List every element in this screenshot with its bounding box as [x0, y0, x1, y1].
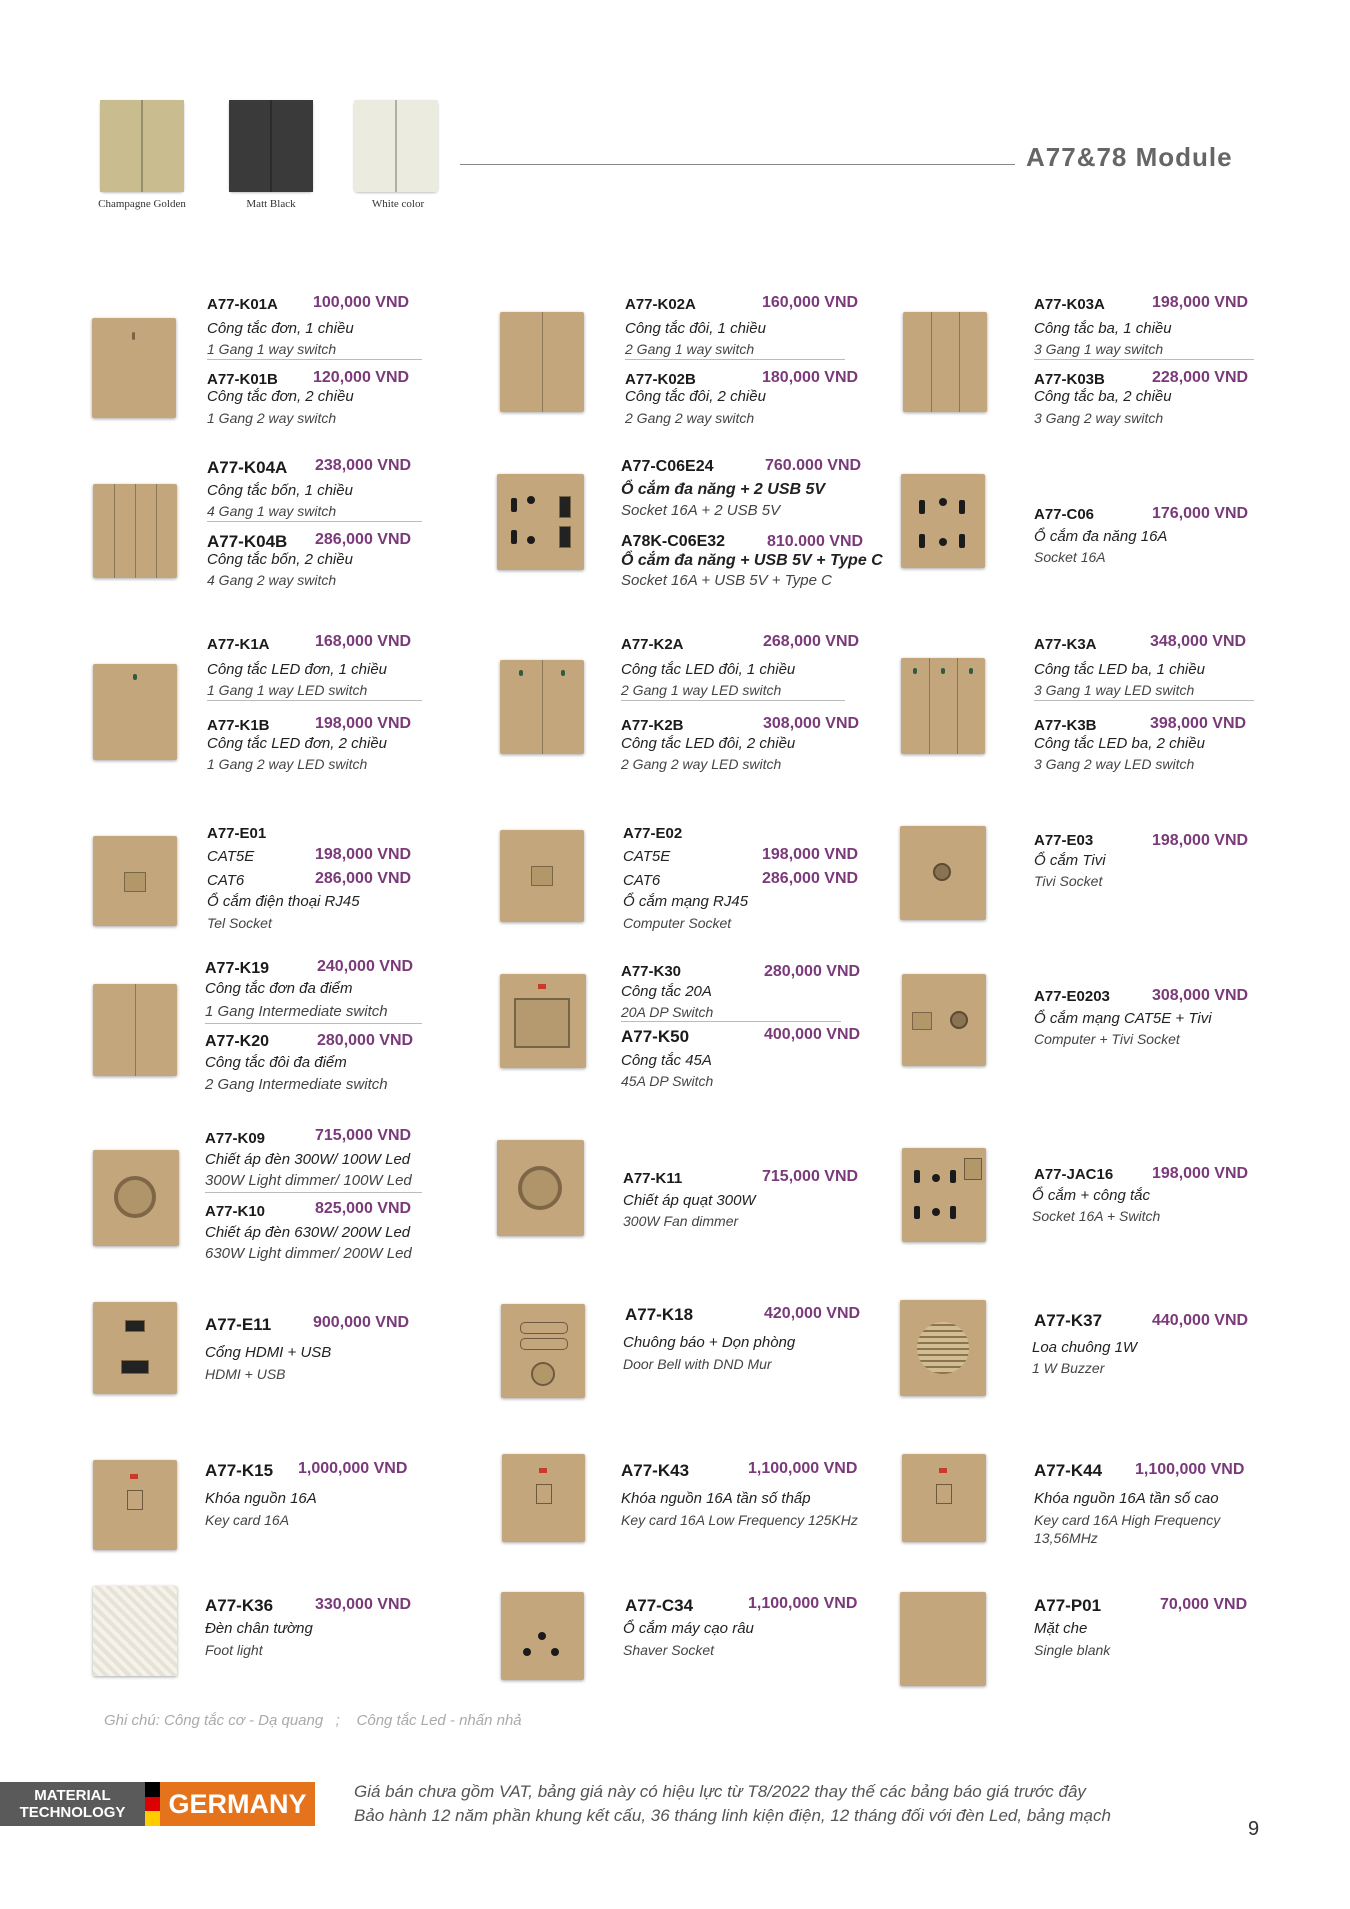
champagne-golden-swatch: [100, 100, 184, 192]
product-name-en: Single blank: [1034, 1642, 1111, 1658]
e11-hdmi-usb-image: [93, 1302, 177, 1394]
product-price: 286,000 VND: [315, 870, 412, 887]
product-name-en: 4 Gang 1 way switch: [207, 503, 337, 519]
product-price: 198,000 VND: [1152, 832, 1249, 849]
product-code: A77-K09: [205, 1130, 266, 1147]
product-name-en: Tivi Socket: [1034, 873, 1103, 889]
product-name-en: HDMI + USB: [205, 1366, 286, 1382]
product-name-vn: Công tắc 20A: [621, 983, 712, 1000]
k36-foot-light-image: [93, 1586, 177, 1676]
product-name-vn: Công tắc LED đôi, 1 chiều: [621, 661, 796, 678]
k43-key-card-image: [502, 1454, 585, 1542]
product-name-en: Key card 16A: [205, 1512, 290, 1528]
product-code: A77-K11: [623, 1170, 683, 1187]
e03-tv-socket-image: [900, 826, 986, 920]
separator: [205, 1192, 422, 1193]
product-code: A77-C06E24: [621, 458, 714, 475]
product-name-vn: Ổ cắm đa năng + USB 5V + Type C: [621, 552, 883, 569]
product-price: 240,000 VND: [317, 958, 414, 975]
product-name-en: 300W Fan dimmer: [623, 1213, 739, 1229]
header-divider: [460, 164, 1015, 165]
product-price: 280,000 VND: [764, 963, 861, 980]
product-price: 308,000 VND: [763, 715, 860, 732]
product-name-vn: Chuông báo + Dọn phòng: [623, 1334, 796, 1351]
product-name-en: Key card 16A Low Frequency 125KHz: [621, 1512, 858, 1528]
product-name-vn: Đèn chân tường: [205, 1620, 313, 1637]
product-name-vn: Khóa nguồn 16A: [205, 1490, 317, 1507]
product-name-en: 1 Gang Intermediate switch: [205, 1003, 388, 1020]
product-name-en: 1 Gang 2 way switch: [207, 410, 337, 426]
product-price: 120,000 VND: [313, 369, 410, 386]
k11-fan-dimmer-image: [497, 1140, 584, 1236]
product-name-vn: Công tắc bốn, 2 chiều: [207, 551, 353, 568]
separator: [207, 359, 422, 360]
swatch-label-white: White color: [371, 198, 425, 210]
k09-light-dimmer-image: [93, 1150, 179, 1246]
product-name-en: 3 Gang 2 way LED switch: [1034, 756, 1195, 772]
product-code: A77-K44: [1034, 1461, 1103, 1480]
product-name-vn: Loa chuông 1W: [1032, 1339, 1138, 1356]
product-name-vn: Công tắc LED ba, 1 chiều: [1034, 661, 1205, 678]
product-code: A77-K36: [205, 1596, 274, 1615]
product-price: 180,000 VND: [762, 369, 859, 386]
k03-switch-image: [903, 312, 987, 412]
product-code: A77-JAC16: [1034, 1166, 1114, 1183]
note-text: Ghi chú: Công tắc cơ - Dạ quang ; Công tắc Led - nhấn nhả: [104, 1712, 522, 1729]
product-price: 238,000 VND: [315, 457, 412, 474]
technology-label: TECHNOLOGY: [19, 1804, 126, 1821]
product-price: 198,000 VND: [1152, 1165, 1249, 1182]
product-price: 900,000 VND: [313, 1314, 410, 1331]
product-name-vn: Khóa nguồn 16A tần số cao: [1034, 1490, 1219, 1507]
e0203-socket-image: [902, 974, 986, 1066]
product-price: 825,000 VND: [315, 1200, 412, 1217]
page-title: A77&78 Module: [1026, 142, 1233, 172]
p01-blank-plate-image: [900, 1592, 986, 1686]
product-name-en: Tel Socket: [207, 915, 272, 931]
product-price: 268,000 VND: [763, 633, 860, 650]
swatch-label-black: Matt Black: [246, 198, 296, 210]
product-price: 1,100,000 VND: [748, 1460, 858, 1477]
product-name-en: Key card 16A High Frequency: [1034, 1512, 1221, 1528]
material-label: MATERIAL: [34, 1787, 111, 1804]
product-code: A77-E01: [207, 825, 267, 842]
product-name-vn: Chiết áp đèn 630W/ 200W Led: [205, 1224, 411, 1241]
product-code: A77-K1A: [207, 636, 270, 653]
k37-buzzer-image: [900, 1300, 986, 1396]
separator: [621, 700, 845, 701]
product-code: A77-E02: [623, 825, 683, 842]
product-name-en: Computer + Tivi Socket: [1034, 1031, 1180, 1047]
product-name-vn: Ổ cắm điện thoại RJ45: [207, 893, 360, 910]
product-price: 198,000 VND: [762, 846, 859, 863]
separator: [1034, 359, 1254, 360]
k3-led-switch-image: [901, 658, 985, 754]
product-name-en: Socket 16A: [1034, 549, 1106, 565]
product-code: A77-C34: [625, 1596, 694, 1615]
product-price: 286,000 VND: [762, 870, 859, 887]
product-name-vn: Công tắc đôi đa điểm: [205, 1054, 347, 1071]
matt-black-swatch: [229, 100, 313, 192]
product-name-vn: Công tắc LED đơn, 1 chiều: [207, 661, 388, 678]
product-price: 176,000 VND: [1152, 505, 1249, 522]
product-code: A77-K2A: [621, 636, 684, 653]
k18-doorbell-image: [501, 1304, 585, 1398]
separator: [621, 1021, 841, 1022]
product-code: A77-K37: [1034, 1311, 1103, 1330]
separator: [1034, 700, 1254, 701]
product-name-en: 3 Gang 1 way switch: [1034, 341, 1164, 357]
product-name-vn: Công tắc đơn đa điểm: [205, 980, 353, 997]
product-code: A77-K04B: [207, 532, 288, 551]
product-name-en: 3 Gang 1 way LED switch: [1034, 682, 1195, 698]
product-name-vn: Công tắc ba, 1 chiều: [1034, 320, 1172, 337]
product-price: 348,000 VND: [1150, 633, 1247, 650]
separator: [625, 359, 845, 360]
germany-badge: GERMANY: [160, 1782, 315, 1826]
product-code: A77-P01: [1034, 1596, 1102, 1615]
product-code: A77-K19: [205, 960, 270, 977]
separator: [207, 521, 422, 522]
c06-socket-image: [901, 474, 985, 568]
k30-dp-switch-image: [500, 974, 586, 1068]
product-code: A77-K30: [621, 963, 682, 980]
separator: [207, 700, 422, 701]
product-code: A77-K43: [621, 1461, 690, 1480]
product-price: 286,000 VND: [315, 531, 412, 548]
product-name-vn: Chiết áp đèn 300W/ 100W Led: [205, 1151, 411, 1168]
k04-switch-image: [93, 484, 177, 578]
product-code: A77-K10: [205, 1203, 266, 1220]
product-price: 420,000 VND: [764, 1305, 861, 1322]
product-name-vn: Công tắc LED ba, 2 chiều: [1034, 735, 1205, 752]
product-code: A77-K3A: [1034, 636, 1097, 653]
product-code: A77-K1B: [207, 717, 270, 734]
product-price: 398,000 VND: [1150, 715, 1247, 732]
product-name-en: Socket 16A + USB 5V + Type C: [621, 572, 832, 589]
product-code: A77-E0203: [1034, 988, 1110, 1005]
product-name-vn: Công tắc bốn, 1 chiều: [207, 482, 353, 499]
product-code: A77-K03A: [1034, 296, 1105, 313]
product-code: A77-K02B: [625, 371, 696, 388]
product-code: A77-E11: [205, 1315, 272, 1334]
product-name-vn: Công tắc đôi, 2 chiều: [625, 388, 766, 405]
cat6-label: CAT6: [623, 872, 661, 889]
product-code: A77-K03B: [1034, 371, 1105, 388]
product-name-en: 3 Gang 2 way switch: [1034, 410, 1164, 426]
product-price: 715,000 VND: [315, 1127, 412, 1144]
product-name-en: Foot light: [205, 1642, 263, 1658]
product-name-vn: Công tắc đơn, 2 chiều: [207, 388, 354, 405]
product-code: A77-C06: [1034, 506, 1095, 523]
product-name-vn: Ổ cắm máy cạo râu: [623, 1620, 754, 1637]
product-name-en-cont: 13,56MHz: [1034, 1530, 1098, 1546]
product-price: 715,000 VND: [762, 1168, 859, 1185]
product-name-vn: Ổ cắm + công tắc: [1032, 1187, 1150, 1204]
product-price: 1,100,000 VND: [1135, 1461, 1245, 1478]
product-price: 198,000 VND: [315, 715, 412, 732]
k15-key-card-image: [93, 1460, 177, 1550]
product-name-en: 20A DP Switch: [621, 1004, 714, 1020]
product-name-en: Computer Socket: [623, 915, 732, 931]
product-name-en: Socket 16A + Switch: [1032, 1208, 1161, 1224]
product-name-en: Door Bell with DND Mur: [623, 1356, 772, 1372]
product-name-vn: Ổ cắm Tivi: [1034, 852, 1106, 869]
product-name-en: 4 Gang 2 way switch: [207, 572, 337, 588]
product-name-en: 1 Gang 1 way LED switch: [207, 682, 368, 698]
product-name-vn: Công tắc đơn, 1 chiều: [207, 320, 354, 337]
product-price: 198,000 VND: [315, 846, 412, 863]
product-price: 160,000 VND: [762, 294, 859, 311]
product-price: 308,000 VND: [1152, 987, 1249, 1004]
footer-line-1: Giá bán chưa gồm VAT, bảng giá này có hiệu lực từ T8/2022 thay thế các bảng báo giá trước đây: [354, 1782, 1086, 1801]
product-name-vn: Công tắc 45A: [621, 1052, 712, 1069]
product-name-en: 2 Gang Intermediate switch: [205, 1076, 388, 1093]
product-name-vn: Công tắc ba, 2 chiều: [1034, 388, 1172, 405]
product-code: A77-E03: [1034, 832, 1094, 849]
product-code: A77-K04A: [207, 458, 288, 477]
product-code: A77-K02A: [625, 296, 696, 313]
product-name-en: 630W Light dimmer/ 200W Led: [205, 1245, 412, 1262]
product-code: A77-K3B: [1034, 717, 1097, 734]
product-name-en: 1 W Buzzer: [1032, 1360, 1105, 1376]
page-number: 9: [1248, 1818, 1260, 1840]
e02-computer-socket-image: [500, 830, 584, 922]
product-price: 228,000 VND: [1152, 369, 1249, 386]
white-color-swatch: [354, 100, 438, 192]
product-price: 440,000 VND: [1152, 1312, 1249, 1329]
product-name-en: Shaver Socket: [623, 1642, 715, 1658]
product-name-en: 1 Gang 2 way LED switch: [207, 756, 368, 772]
product-price: 70,000 VND: [1160, 1596, 1248, 1613]
product-code: A77-K20: [205, 1033, 270, 1050]
product-price: 330,000 VND: [315, 1596, 412, 1613]
product-price: 280,000 VND: [317, 1032, 414, 1049]
e01-tel-socket-image: [93, 836, 177, 926]
product-name-vn: Cổng HDMI + USB: [205, 1344, 332, 1361]
product-name-en: Socket 16A + 2 USB 5V: [621, 502, 781, 519]
product-name-en: 1 Gang 1 way switch: [207, 341, 337, 357]
product-code: A77-K01A: [207, 296, 278, 313]
k1-led-switch-image: [93, 664, 177, 760]
product-name-vn: Mặt che: [1034, 1620, 1088, 1637]
product-price: 810.000 VND: [767, 533, 864, 550]
jac16-socket-switch-image: [902, 1148, 986, 1242]
product-price: 1,100,000 VND: [748, 1595, 858, 1612]
c06e-usb-socket-image: [497, 474, 584, 570]
product-price: 1,000,000 VND: [298, 1460, 408, 1477]
product-name-vn: Khóa nguồn 16A tần số thấp: [621, 1490, 811, 1507]
product-name-vn: Công tắc LED đôi, 2 chiều: [621, 735, 796, 752]
k02-switch-image: [500, 312, 584, 412]
cat5e-label: CAT5E: [207, 848, 255, 865]
product-code: A78K-C06E32: [621, 533, 726, 550]
k19-intermediate-switch-image: [93, 984, 177, 1076]
product-name-vn: Ổ cắm đa năng + 2 USB 5V: [621, 481, 826, 498]
germany-flag-icon: [145, 1782, 160, 1826]
product-code: A77-K2B: [621, 717, 684, 734]
c34-shaver-socket-image: [501, 1592, 584, 1680]
cat5e-label: CAT5E: [623, 848, 671, 865]
product-name-vn: Công tắc đôi, 1 chiều: [625, 320, 766, 337]
separator: [205, 1023, 422, 1024]
product-name-vn: Ổ cắm đa năng 16A: [1034, 528, 1168, 545]
product-name-en: 300W Light dimmer/ 100W Led: [205, 1172, 412, 1189]
product-name-en: 2 Gang 1 way LED switch: [621, 682, 782, 698]
product-price: 100,000 VND: [313, 294, 410, 311]
product-code: A77-K50: [621, 1027, 690, 1046]
product-name-vn: Công tắc LED đơn, 2 chiều: [207, 735, 388, 752]
product-name-en: 2 Gang 1 way switch: [625, 341, 755, 357]
k44-key-card-image: [902, 1454, 986, 1542]
cat6-label: CAT6: [207, 872, 245, 889]
product-name-vn: Ổ cắm mạng RJ45: [623, 893, 749, 910]
product-name-en: 2 Gang 2 way LED switch: [621, 756, 782, 772]
product-price: 400,000 VND: [764, 1026, 861, 1043]
product-price: 198,000 VND: [1152, 294, 1249, 311]
k01-switch-image: [92, 318, 176, 418]
product-name-vn: Ổ cắm mạng CAT5E + Tivi: [1034, 1010, 1212, 1027]
swatch-label-champagne: Champagne Golden: [98, 198, 186, 210]
product-code: A77-K18: [625, 1305, 694, 1324]
k2-led-switch-image: [500, 660, 584, 754]
product-code: A77-K15: [205, 1461, 274, 1480]
product-name-en: 2 Gang 2 way switch: [625, 410, 755, 426]
product-price: 168,000 VND: [315, 633, 412, 650]
product-code: A77-K01B: [207, 371, 278, 388]
product-name-en: 45A DP Switch: [621, 1073, 714, 1089]
product-name-vn: Chiết áp quạt 300W: [623, 1192, 756, 1209]
material-technology-badge: [0, 1782, 145, 1826]
footer-line-2: Bảo hành 12 năm phần khung kết cấu, 36 tháng linh kiện điện, 12 tháng đối với đèn Led, bảng mạch: [354, 1806, 1111, 1825]
product-price: 760.000 VND: [765, 457, 862, 474]
